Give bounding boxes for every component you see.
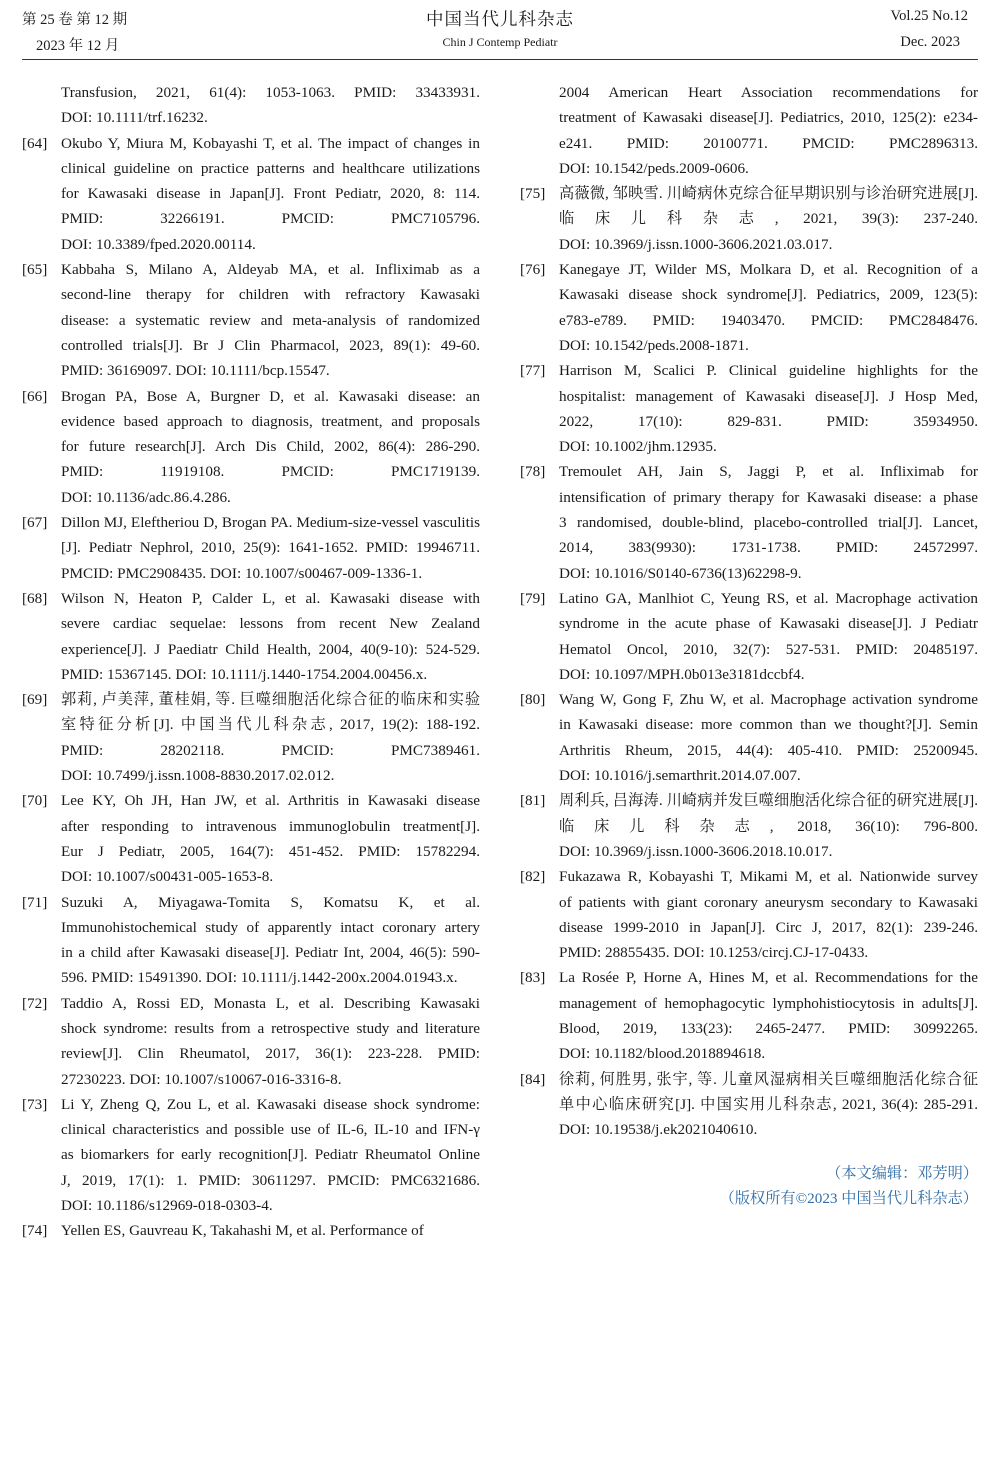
- reference-line: Wang W, Gong F, Zhu W, et al. Macrophage activation syndrome: [559, 691, 978, 709]
- reference-entry: [520, 864, 978, 965]
- reference-line: DOI: 10.1016/S0140-6736(13)62298-9.: [559, 564, 802, 582]
- reference-line: DOI: 10.1111/trf.16232.: [61, 109, 208, 127]
- reference-line: DOI: 10.3389/fped.2020.00114.: [61, 235, 256, 253]
- copyright-notice: （版权所有©2023 中国当代儿科杂志）: [719, 1190, 978, 1207]
- reference-number: [77]: [520, 362, 546, 380]
- reference-entry: [22, 510, 480, 586]
- reference-line: second-line therapy for children with refractory Kawasaki: [61, 286, 480, 304]
- reference-line: Kabbaha S, Milano A, Aldeyab MA, et al. Infliximab as a: [61, 261, 480, 279]
- reference-line: 临床儿科杂志, 2021, 39(3): 237-240.: [559, 210, 978, 228]
- reference-line: Fukazawa R, Kobayashi T, Mikami M, et al. Nationwide survey: [559, 868, 978, 886]
- reference-text: [559, 864, 978, 965]
- reference-line: Okubo Y, Miura M, Kobayashi T, et al. The impact of changes in: [61, 134, 480, 152]
- editor-credit: （本文编辑：邓芳明）: [826, 1165, 978, 1182]
- reference-line: Transfusion, 2021, 61(4): 1053-1063. PMID: 33433931.: [61, 84, 480, 101]
- reference-text: [61, 257, 480, 383]
- reference-line: DOI: 10.1097/MPH.0b013e3181dccbf4.: [559, 665, 805, 683]
- journal-title-en: Chin J Contemp Pediatr: [442, 35, 558, 49]
- reference-continuation: [22, 80, 480, 131]
- reference-line: DOI: 10.1016/j.semarthrit.2014.07.007.: [559, 767, 801, 785]
- reference-text: [559, 1067, 978, 1143]
- reference-continuation: [520, 80, 978, 181]
- reference-line: DOI: 10.3969/j.issn.1000-3606.2018.10.017.: [559, 842, 833, 860]
- reference-line: Taddio A, Rossi ED, Monasta L, et al. Describing Kawasaki: [61, 994, 480, 1012]
- reference-line: e241. PMID: 20100771. PMCID: PMC2896313.: [559, 134, 978, 152]
- reference-text: [61, 384, 480, 510]
- journal-title-cn: 中国当代儿科杂志: [426, 9, 574, 29]
- reference-number: [65]: [22, 261, 48, 279]
- reference-line: Blood, 2019, 133(23): 2465-2477. PMID: 30992265.: [559, 1019, 978, 1037]
- reference-text: [559, 788, 978, 864]
- reference-text: [61, 1092, 480, 1218]
- reference-number: [75]: [520, 185, 546, 203]
- reference-line: 高薇微, 邹映雪. 川崎病休克综合征早期识别与诊治研究进展[J].: [559, 185, 978, 203]
- reference-line: severe cardiac sequelae: lessons from recent New Zealand: [61, 615, 480, 633]
- reference-line: intensification of primary therapy for Kawasaki disease: a phase: [559, 488, 978, 506]
- reference-line: Harrison M, Scalici P. Clinical guideline highlights for the: [559, 362, 978, 380]
- reference-line: Kawasaki disease shock syndrome[J]. Pediatrics, 2009, 123(5):: [559, 286, 978, 304]
- reference-number: [73]: [22, 1095, 48, 1113]
- reference-entry: [22, 1092, 480, 1218]
- reference-entry: [22, 991, 480, 1092]
- reference-line: PMID: 28202118. PMCID: PMC7389461.: [61, 741, 480, 759]
- reference-line: Eur J Pediatr, 2005, 164(7): 451-452. PMID: 15782294.: [61, 842, 480, 860]
- running-header: [0, 0, 1000, 60]
- reference-line: 徐莉, 何胜男, 张宇, 等. 儿童风湿病相关巨噬细胞活化综合征: [559, 1070, 978, 1088]
- reference-entry: [22, 586, 480, 687]
- reference-line: 2004 American Heart Association recommendations for: [559, 84, 978, 101]
- reference-entry: [520, 257, 978, 358]
- reference-text: [61, 788, 480, 889]
- reference-line: of patients with giant coronary aneurysm secondary to Kawasaki: [559, 893, 978, 911]
- reference-line: after responding to intravenous immunoglobulin treatment[J].: [61, 817, 480, 835]
- reference-line: DOI: 10.1182/blood.2018894618.: [559, 1045, 766, 1063]
- reference-line: La Rosée P, Horne A, Hines M, et al. Recommendations for the: [559, 969, 978, 987]
- reference-line: disease 1999-2010 in Japan[J]. Circ J, 2017, 82(1): 239-246.: [559, 918, 978, 936]
- reference-line: 室特征分析[J]. 中国当代儿科杂志, 2017, 19(2): 188-192.: [61, 716, 480, 734]
- reference-line: Wilson N, Heaton P, Calder L, et al. Kawasaki disease with: [61, 589, 480, 607]
- reference-line: Immunohistochemical study of apparently intact coronary artery: [61, 918, 480, 936]
- reference-number: [79]: [520, 589, 546, 607]
- reference-line: 2022, 17(10): 829-831. PMID: 35934950.: [559, 412, 978, 430]
- reference-line: syndrome in the acute phase of Kawasaki disease[J]. J Pediatr: [559, 615, 978, 633]
- reference-line: shock syndrome: results from a retrospective study and literature: [61, 1019, 480, 1037]
- reference-text: [559, 687, 978, 788]
- reference-line: DOI: 10.1542/peds.2009-0606.: [559, 159, 749, 177]
- reference-text: [559, 459, 978, 585]
- reference-text: [61, 890, 480, 991]
- reference-text: [61, 991, 480, 1092]
- reference-line: DOI: 10.1186/s12969-018-0303-4.: [61, 1197, 273, 1215]
- reference-line: 单中心临床研究[J]. 中国实用儿科杂志, 2021, 36(4): 285-291.: [559, 1095, 978, 1113]
- reference-line: Dillon MJ, Eleftheriou D, Brogan PA. Medium-size-vessel vasculitis: [61, 514, 480, 532]
- reference-number: [72]: [22, 994, 48, 1012]
- reference-line: Brogan PA, Bose A, Burgner D, et al. Kawasaki disease: an: [61, 387, 480, 405]
- reference-entry: [22, 1218, 480, 1243]
- reference-line: 596. PMID: 15491390. DOI: 10.1111/j.1442-200x.2004.01943.x.: [61, 969, 458, 987]
- reference-text: [559, 586, 978, 687]
- reference-text: [61, 131, 480, 257]
- reference-text: [61, 510, 480, 586]
- reference-number: [84]: [520, 1070, 546, 1088]
- reference-line: Lee KY, Oh JH, Han JW, et al. Arthritis in Kawasaki disease: [61, 792, 480, 810]
- reference-line: Tremoulet AH, Jain S, Jaggi P, et al. Infliximab for: [559, 463, 978, 481]
- reference-line: 27230223. DOI: 10.1007/s10067-016-3316-8.: [61, 1070, 342, 1088]
- reference-line: 临床儿科杂志, 2018, 36(10): 796-800.: [559, 817, 978, 835]
- reference-line: J, 2019, 17(1): 1. PMID: 30611297. PMCID: PMC6321686.: [61, 1171, 480, 1189]
- reference-line: hospitalist: management of Kawasaki disease[J]. J Hosp Med,: [559, 387, 978, 405]
- reference-number: [80]: [520, 691, 546, 709]
- reference-entry: [22, 257, 480, 383]
- reference-line: Kanegaye JT, Wilder MS, Molkara D, et al. Recognition of a: [559, 261, 978, 279]
- reference-text: [559, 181, 978, 257]
- reference-text: [559, 965, 978, 1066]
- reference-number: [67]: [22, 514, 48, 532]
- reference-entry: [22, 131, 480, 257]
- reference-entry: [520, 687, 978, 788]
- reference-entry: [22, 687, 480, 788]
- reference-number: [66]: [22, 387, 48, 405]
- reference-line: PMID: 32266191. PMCID: PMC7105796.: [61, 210, 480, 228]
- reference-entry: [520, 788, 978, 864]
- reference-number: [68]: [22, 589, 48, 607]
- volume-issue-cn: 第 25 卷 第 12 期: [22, 12, 128, 28]
- reference-line: controlled trials[J]. Br J Clin Pharmacol, 2023, 89(1): 49-60.: [61, 336, 480, 354]
- reference-line: DOI: 10.1002/jhm.12935.: [559, 438, 717, 456]
- reference-entry: [22, 788, 480, 889]
- reference-entry: [520, 965, 978, 1066]
- reference-line: Li Y, Zheng Q, Zou L, et al. Kawasaki disease shock syndrome:: [61, 1095, 480, 1113]
- date-en: Dec. 2023: [900, 34, 960, 50]
- reference-number: [76]: [520, 261, 546, 279]
- reference-line: Hematol Oncol, 2010, 32(7): 527-531. PMID: 20485197.: [559, 640, 978, 658]
- reference-line: disease: a systematic review and meta-analysis of randomized: [61, 311, 480, 329]
- reference-number: [64]: [22, 134, 48, 152]
- reference-line: PMID: 36169097. DOI: 10.1111/bcp.15547.: [61, 362, 330, 380]
- reference-line: as biomarkers for early recognition[J]. Pediatr Rheumatol Online: [61, 1146, 480, 1164]
- reference-number: [69]: [22, 691, 48, 709]
- reference-line: clinical guideline on practice patterns and healthcare utilizations: [61, 159, 480, 177]
- reference-line: in a child after Kawasaki disease[J]. Pediatr Int, 2004, 46(5): 590-: [61, 944, 480, 962]
- reference-line: experience[J]. J Paediatr Child Health, 2004, 40(9-10): 524-529.: [61, 640, 480, 658]
- reference-entry: [520, 358, 978, 459]
- reference-line: for future research[J]. Arch Dis Child, 2002, 86(4): 286-290.: [61, 438, 480, 456]
- reference-line: Suzuki A, Miyagawa-Tomita S, Komatsu K, et al.: [61, 893, 480, 911]
- reference-line: PMID: 28855435. DOI: 10.1253/circj.CJ-17-0433.: [559, 944, 869, 962]
- reference-line: 2014, 383(9930): 1731-1738. PMID: 24572997.: [559, 539, 978, 557]
- reference-number: [82]: [520, 868, 546, 886]
- reference-line: 3 randomised, double-blind, placebo-controlled trial[J]. Lancet,: [559, 514, 978, 532]
- reference-line: [J]. Pediatr Nephrol, 2010, 25(9): 1641-1652. PMID: 19946711.: [61, 539, 480, 557]
- reference-number: [83]: [520, 969, 546, 987]
- reference-line: Arthritis Rheum, 2015, 44(4): 405-410. PMID: 25200945.: [559, 741, 978, 759]
- date-cn: 2023 年 12 月: [36, 38, 120, 54]
- reference-number: [81]: [520, 792, 546, 810]
- reference-entry: [520, 586, 978, 687]
- reference-line: for Kawasaki disease in Japan[J]. Front Pediatr, 2020, 8: 114.: [61, 185, 480, 203]
- reference-line: DOI: 10.3969/j.issn.1000-3606.2021.03.017.: [559, 235, 833, 253]
- reference-line: PMID: 11919108. PMCID: PMC1719139.: [61, 463, 480, 481]
- reference-line: in Kawasaki disease: more common than we thought?[J]. Semin: [559, 716, 978, 734]
- reference-line: DOI: 10.1136/adc.86.4.286.: [61, 488, 231, 506]
- reference-line: Yellen ES, Gauvreau K, Takahashi M, et al. Performance of: [61, 1222, 424, 1240]
- reference-entry: [520, 1067, 978, 1143]
- reference-entry: [22, 890, 480, 991]
- reference-line: DOI: 10.1542/peds.2008-1871.: [559, 336, 749, 354]
- reference-line: 周利兵, 吕海涛. 川崎病并发巨噬细胞活化综合征的研究进展[J].: [559, 792, 978, 810]
- volume-issue-en: Vol.25 No.12: [890, 8, 968, 24]
- reference-text: [61, 586, 480, 687]
- reference-line: PMCID: PMC2908435. DOI: 10.1007/s00467-009-1336-1.: [61, 564, 423, 582]
- reference-number: [70]: [22, 792, 48, 810]
- left-reference-column: [22, 80, 480, 1244]
- reference-line: 郭莉, 卢美萍, 董桂娟, 等. 巨噬细胞活化综合征的临床和实验: [61, 691, 480, 709]
- reference-entry: [22, 384, 480, 510]
- reference-line: e783-e789. PMID: 19403470. PMCID: PMC2848476.: [559, 311, 978, 329]
- header-rule: [22, 59, 978, 60]
- reference-line: PMID: 15367145. DOI: 10.1111/j.1440-1754.2004.00456.x.: [61, 665, 428, 683]
- reference-number: [78]: [520, 463, 546, 481]
- reference-text: [61, 687, 480, 788]
- reference-line: DOI: 10.1007/s00431-005-1653-8.: [61, 868, 274, 886]
- reference-line: Latino GA, Manlhiot C, Yeung RS, et al. Macrophage activation: [559, 589, 978, 607]
- reference-number: [74]: [22, 1222, 48, 1240]
- reference-line: evidence based approach to diagnosis, treatment, and proposals: [61, 412, 480, 430]
- reference-number: [71]: [22, 893, 48, 911]
- reference-line: clinical characteristics and possible use of IL-6, IL-10 and IFN-γ: [61, 1121, 480, 1139]
- reference-text: [559, 358, 978, 459]
- reference-entry: [520, 181, 978, 257]
- reference-line: DOI: 10.7499/j.issn.1008-8830.2017.02.012.: [61, 767, 335, 785]
- reference-line: DOI: 10.19538/j.ek2021040610.: [559, 1121, 758, 1139]
- reference-line: review[J]. Clin Rheumatol, 2017, 36(1): 223-228. PMID:: [61, 1045, 480, 1063]
- reference-text: [559, 257, 978, 358]
- reference-entry: [520, 459, 978, 585]
- right-reference-column: [520, 80, 978, 1142]
- reference-line: treatment of Kawasaki disease[J]. Pediatrics, 2010, 125(2): e234-: [559, 109, 978, 127]
- reference-line: management of hemophagocytic lymphohistiocytosis in adults[J].: [559, 994, 978, 1012]
- reference-text: [61, 1218, 480, 1243]
